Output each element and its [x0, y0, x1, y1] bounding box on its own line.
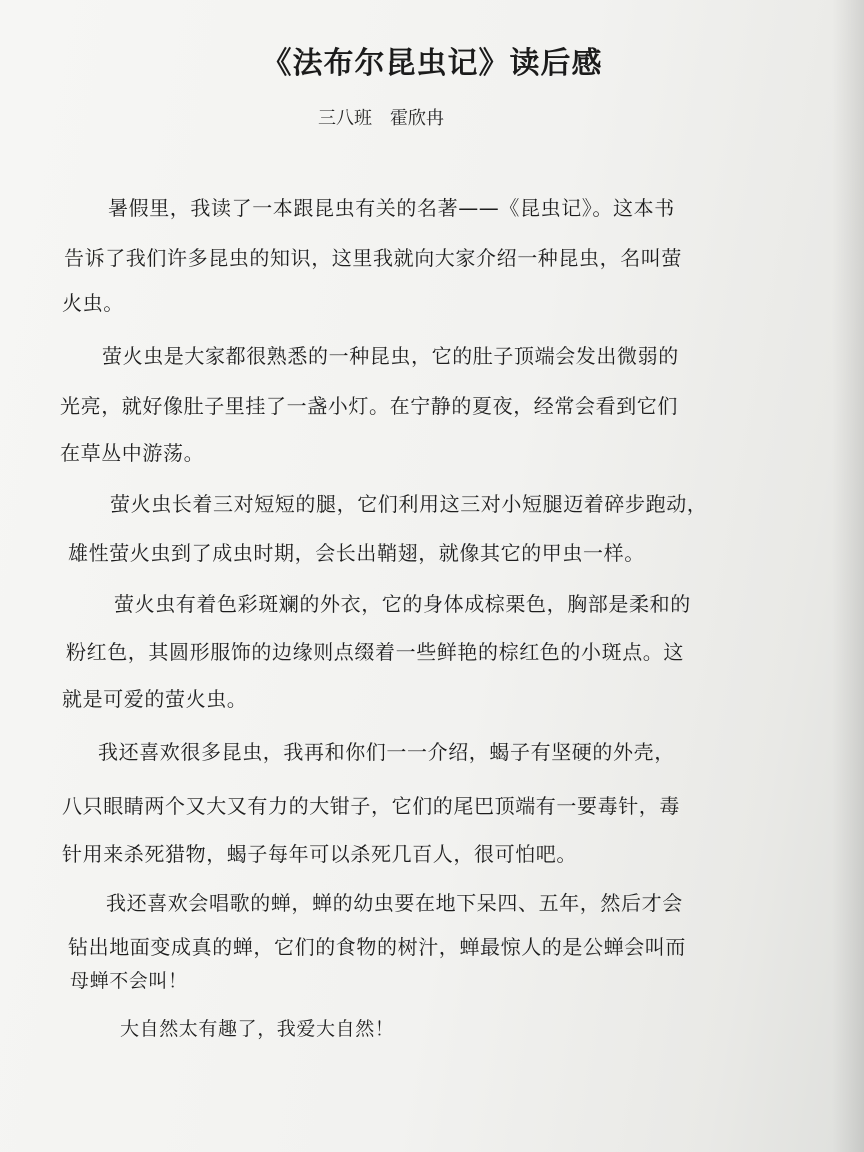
body-line: 在草丛中游荡。: [60, 441, 205, 465]
body-line: 就是可爱的萤火虫。: [62, 687, 248, 711]
body-line: 钻出地面变成真的蝉，它们的食物的树汁，蝉最惊人的是公蝉会叫而: [68, 935, 686, 959]
body-line: 针用来杀死猎物，蝎子每年可以杀死几百人，很可怕吧。: [62, 842, 577, 866]
body-line: 母蝉不会叫！: [70, 970, 188, 992]
body-line: 火虫。: [62, 291, 124, 315]
body-line: 我还喜欢很多昆虫，我再和你们一一介绍，蝎子有坚硬的外壳，: [98, 740, 675, 764]
body-line: 暑假里，我读了一本跟昆虫有关的名著——《昆虫记》。这本书: [108, 196, 675, 220]
body-line: 我还喜欢会唱歌的蝉，蝉的幼虫要在地下呆四、五年，然后才会: [106, 891, 683, 915]
page-edge-shadow: [832, 0, 864, 1152]
body-line: 八只眼睛两个又大又有力的大钳子，它们的尾巴顶端有一要毒针，毒: [62, 794, 680, 818]
body-line: 大自然太有趣了，我爱大自然！: [120, 1018, 395, 1040]
author-line: 三八班 霍欣冉: [318, 108, 444, 129]
document-title: 《法布尔昆虫记》读后感: [261, 46, 603, 81]
body-line: 粉红色，其圆形服饰的边缘则点缀着一些鲜艳的棕红色的小斑点。这: [66, 640, 684, 664]
body-line: 雄性萤火虫到了成虫时期，会长出鞘翅，就像其它的甲虫一样。: [68, 541, 645, 565]
body-line: 萤火虫是大家都很熟悉的一种昆虫，它的肚子顶端会发出微弱的: [102, 344, 679, 368]
body-line: 告诉了我们许多昆虫的知识，这里我就向大家介绍一种昆虫，名叫萤: [64, 246, 682, 270]
body-line: 萤火虫长着三对短短的腿，它们利用这三对小短腿迈着碎步跑动，: [110, 492, 708, 516]
body-line: 萤火虫有着色彩斑斓的外衣，它的身体成棕栗色，胸部是柔和的: [114, 592, 691, 616]
body-line: 光亮，就好像肚子里挂了一盏小灯。在宁静的夏夜，经常会看到它们: [60, 394, 678, 418]
